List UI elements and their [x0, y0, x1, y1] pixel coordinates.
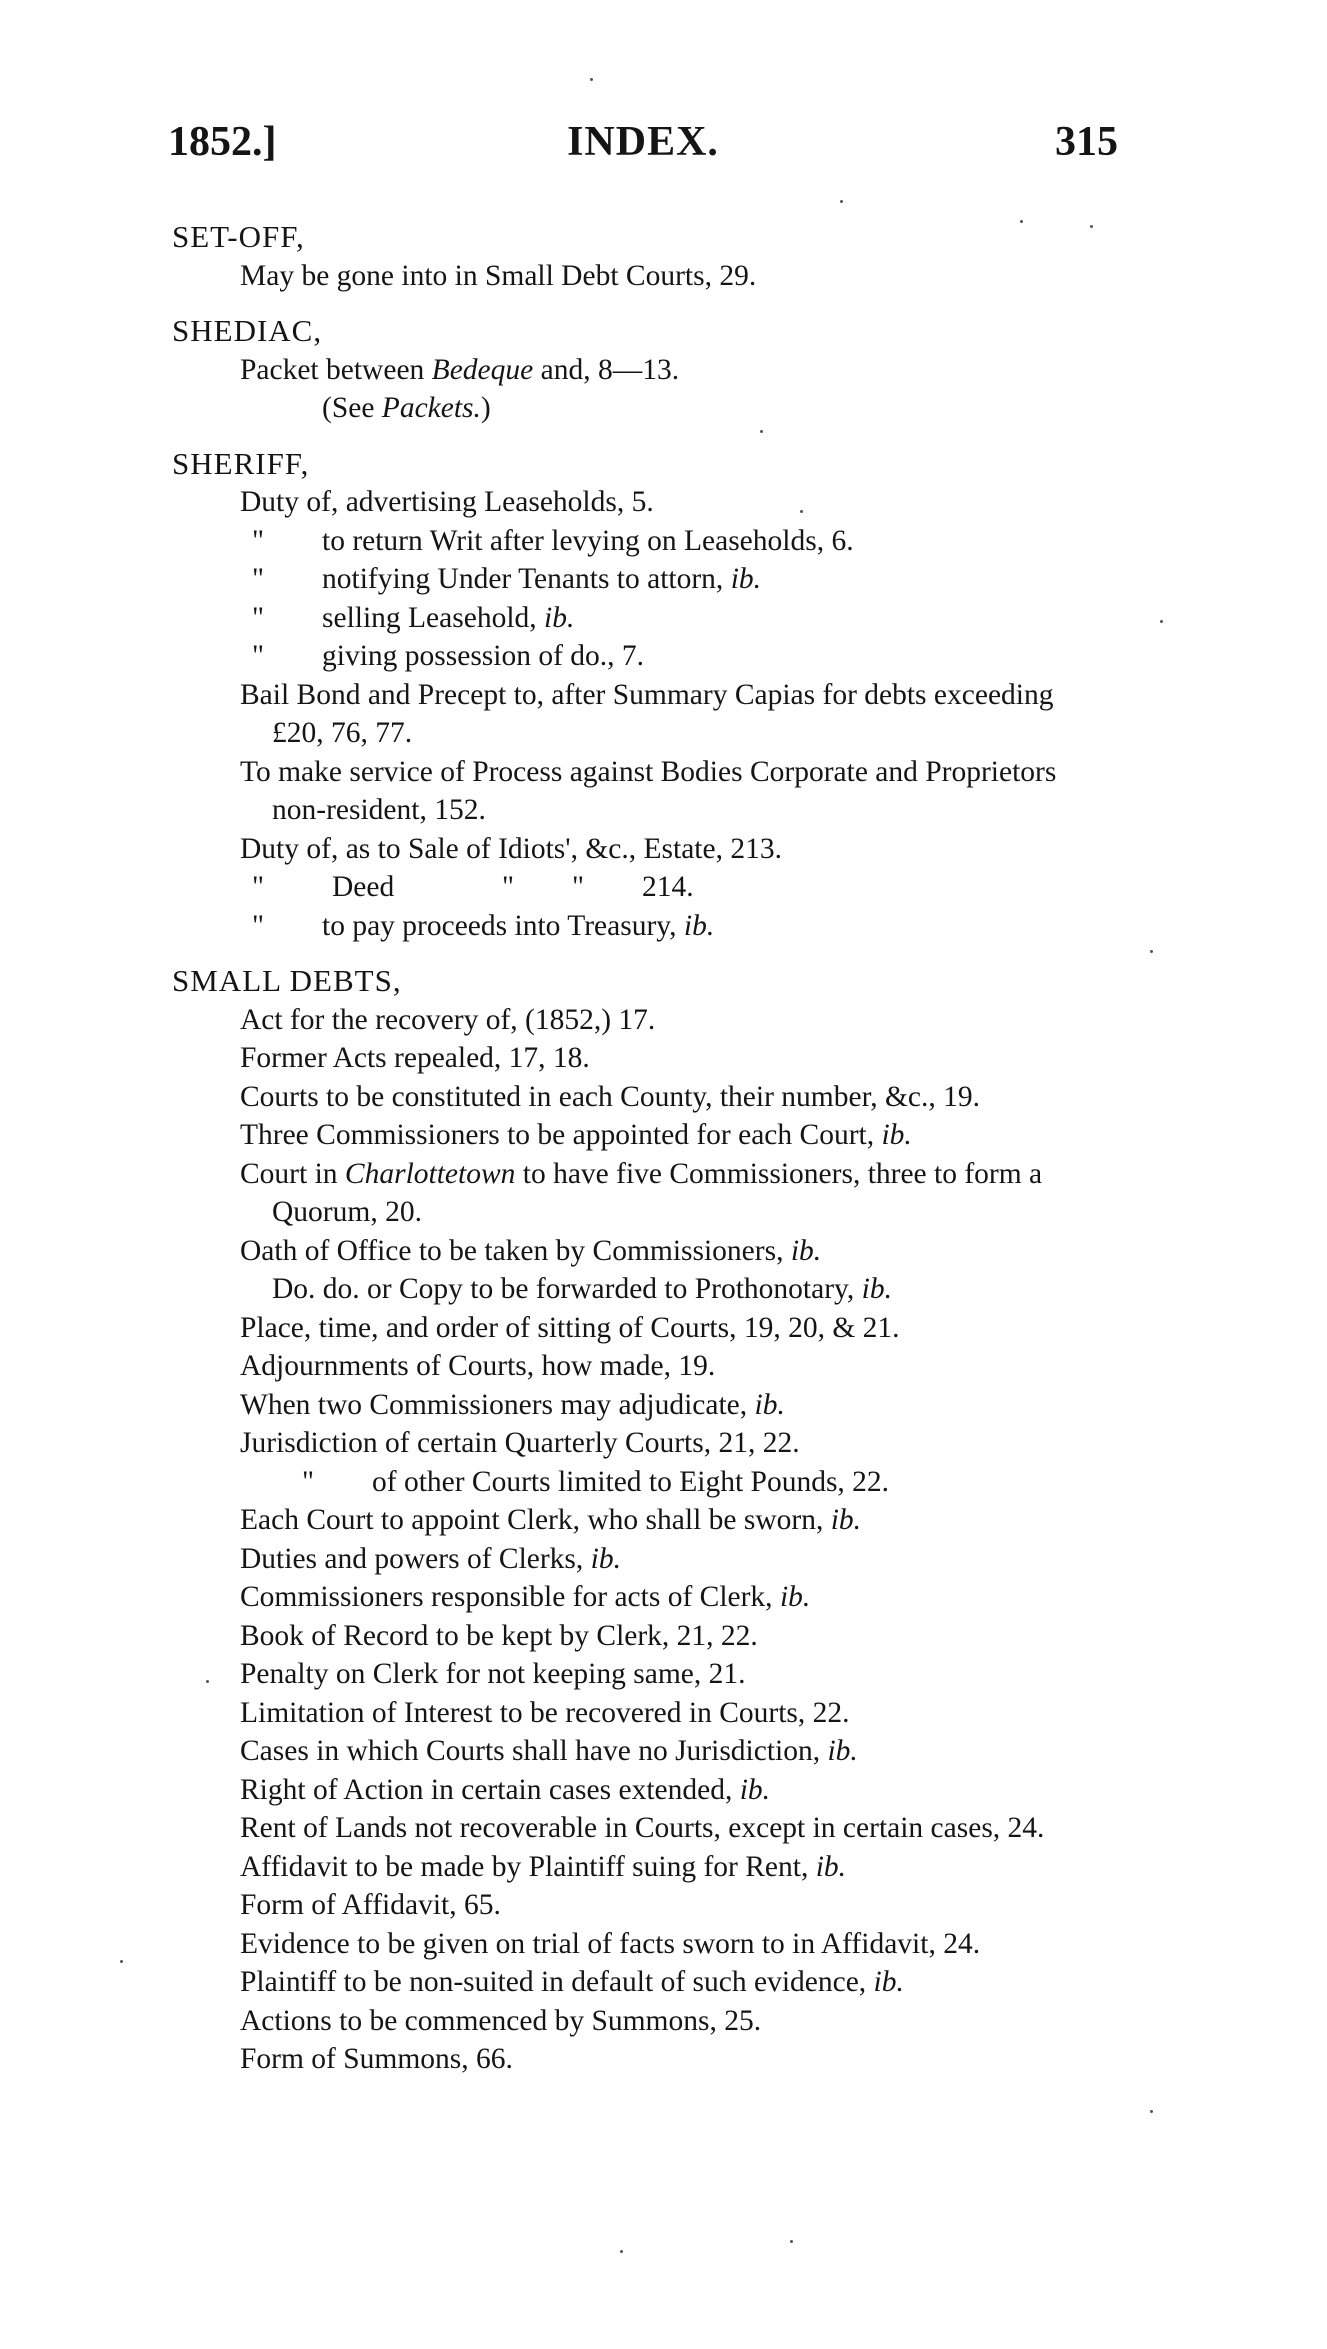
speck	[800, 510, 803, 513]
ditto-mark: "	[252, 563, 265, 595]
entry-line: Jurisdiction of certain Quarterly Courts, 21, 22.	[240, 1427, 800, 1459]
entry-heading: SHERIFF,	[172, 445, 310, 481]
ditto-mark: "	[502, 871, 515, 903]
ditto-mark: "	[252, 909, 265, 942]
speck	[1160, 620, 1163, 623]
entry-line: May be gone into in Small Debt Courts, 29.	[240, 259, 757, 292]
entry-line: " Deed " " 214.	[172, 868, 1152, 907]
entry-line: Penalty on Clerk for not keeping same, 21.	[240, 1658, 746, 1690]
speck	[840, 200, 843, 203]
header-year: 1852.]	[168, 119, 277, 165]
ditto-mark: "	[252, 871, 265, 903]
entry-line: " selling Leasehold, ib.	[172, 599, 1152, 638]
speck	[760, 430, 763, 433]
entry-line: Form of Affidavit, 65.	[240, 1889, 501, 1921]
speck	[590, 78, 593, 81]
entry-line: Duty of, as to Sale of Idiots', &c., Estate, 213.	[240, 832, 782, 865]
entry-line: Former Acts repealed, 17, 18.	[240, 1042, 590, 1074]
index-entries	[172, 218, 1152, 2096]
entry-line: Limitation of Interest to be recovered in Courts, 22.	[240, 1696, 850, 1729]
entry-line: non-resident, 152.	[272, 794, 486, 826]
index-entry-shediac	[172, 312, 1152, 428]
entry-line: Book of Record to be kept by Clerk, 21, 22.	[240, 1619, 758, 1652]
entry-heading: SMALL DEBTS,	[172, 963, 402, 998]
entry-line: Actions to be commenced by Summons, 25.	[240, 2004, 762, 2037]
entry-line: Court in Charlottetown to have five Commissioners, three to form a	[240, 1157, 1043, 1190]
header-title: INDEX.	[567, 119, 719, 165]
entry-line: Duty of, advertising Leaseholds, 5.	[240, 486, 654, 518]
entry-line: Oath of Office to be taken by Commissioners, ib.	[240, 1234, 822, 1267]
entry-line: Evidence to be given on trial of facts sworn to in Affidavit, 24.	[240, 1927, 981, 1960]
speck	[620, 2250, 623, 2253]
entry-line: Commissioners responsible for acts of Clerk, ib.	[240, 1581, 811, 1613]
entry-line: (See Packets.)	[322, 392, 491, 424]
ditto-mark: "	[572, 871, 585, 903]
entry-line: Three Commissioners to be appointed for each Court, ib.	[240, 1119, 912, 1151]
entry-line: Quorum, 20.	[272, 1196, 422, 1228]
entry-heading: SHEDIAC,	[172, 313, 323, 348]
entry-line: Adjournments of Courts, how made, 19.	[240, 1350, 716, 1382]
speck	[120, 1960, 123, 1963]
entry-line: Act for the recovery of, (1852,) 17.	[240, 1003, 656, 1036]
entry-line: Packet between Bedeque and, 8—13.	[240, 353, 680, 386]
speck	[1020, 220, 1023, 223]
entry-line: Place, time, and order of sitting of Courts, 19, 20, & 21.	[240, 1311, 900, 1344]
speck	[1150, 2110, 1153, 2113]
entry-line: " of other Courts limited to Eight Pounds, 22.	[172, 1463, 1152, 1502]
entry-line: Plaintiff to be non-suited in default of such evidence, ib.	[240, 1966, 904, 1998]
entry-line: Cases in which Courts shall have no Jurisdiction, ib.	[240, 1735, 858, 1767]
ditto-mark: "	[302, 1465, 315, 1498]
page-number: 315	[1055, 119, 1118, 165]
entry-line: £20, 76, 77.	[272, 717, 413, 749]
entry-line: Duties and powers of Clerks, ib.	[240, 1542, 621, 1575]
ditto-mark: "	[252, 524, 265, 557]
entry-line: " notifying Under Tenants to attorn, ib.	[172, 560, 1152, 599]
index-entry-small-debts	[172, 962, 1152, 2079]
index-entry-sheriff	[172, 445, 1152, 946]
entry-line: " giving possession of do., 7.	[172, 637, 1152, 676]
entry-line: Do. do. or Copy to be forwarded to Prothonotary, ib.	[272, 1273, 892, 1305]
ditto-mark: "	[252, 640, 265, 672]
entry-line: Rent of Lands not recoverable in Courts, except in certain cases, 24.	[240, 1812, 1045, 1844]
entry-line: Form of Summons, 66.	[240, 2043, 513, 2075]
entry-line: To make service of Process against Bodies Corporate and Proprietors	[240, 755, 1057, 788]
running-header	[168, 118, 1118, 178]
entry-line: Bail Bond and Precept to, after Summary Capias for debts exceeding	[240, 678, 1054, 711]
entry-line: " to return Writ after levying on Leaseholds, 6.	[172, 522, 1152, 561]
entry-line: " to pay proceeds into Treasury, ib.	[172, 907, 1152, 946]
speck	[206, 1680, 209, 1683]
speck	[790, 2240, 793, 2243]
speck	[1090, 225, 1093, 228]
entry-line: Right of Action in certain cases extended, ib.	[240, 1773, 771, 1806]
index-entry-set-off	[172, 218, 1152, 295]
entry-heading: SET-OFF,	[172, 219, 305, 254]
entry-line: When two Commissioners may adjudicate, ib.	[240, 1388, 785, 1421]
entry-line: Courts to be constituted in each County, their number, &c., 19.	[240, 1080, 981, 1113]
entry-line: Each Court to appoint Clerk, who shall be sworn, ib.	[240, 1504, 862, 1536]
speck	[1150, 950, 1153, 953]
ditto-mark: "	[252, 601, 265, 634]
entry-line: Affidavit to be made by Plaintiff suing for Rent, ib.	[240, 1850, 847, 1883]
